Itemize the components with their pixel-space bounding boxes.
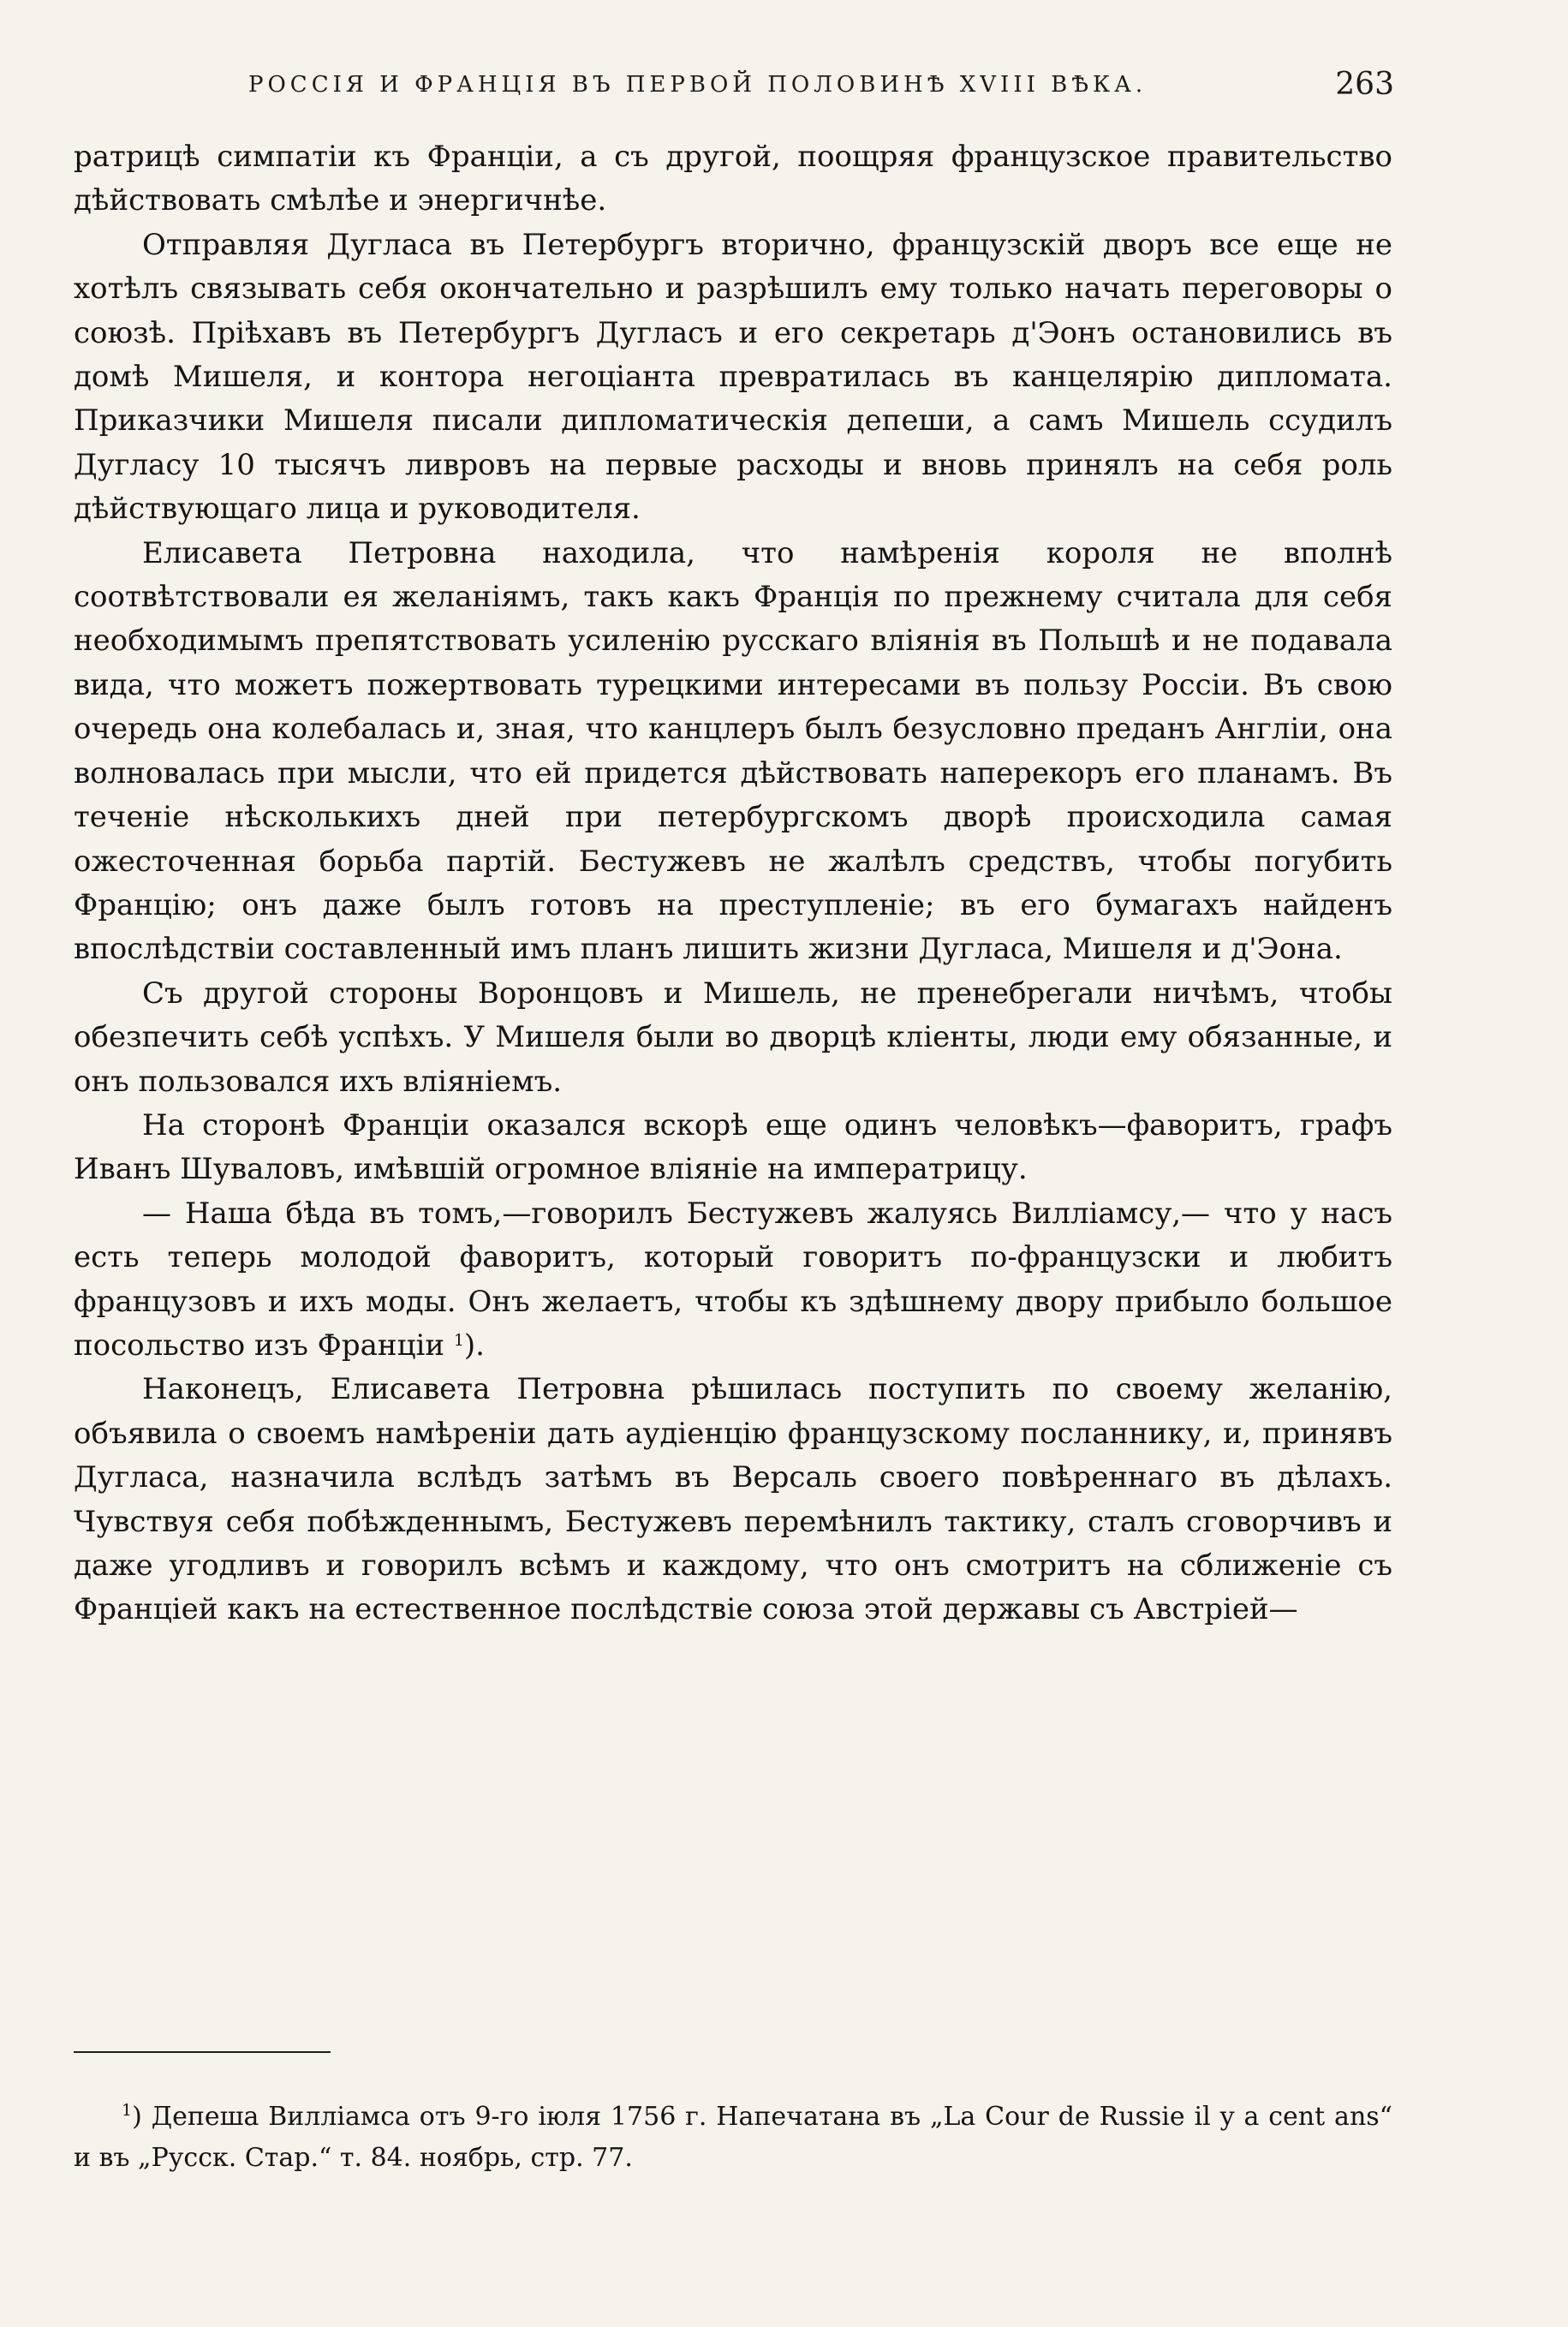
running-title: РОССІЯ И ФРАНЦІЯ ВЪ ПЕРВОЙ ПОЛОВИНѢ XVIII ВѢКА. xyxy=(248,72,1148,98)
paragraph-douglas-second-mission: Отправляя Дугласа въ Петербургъ вторично, французскій дворъ все еще не хотѣлъ связывать себя окончательно и разрѣшилъ ему только начать переговоры о союзѣ. Пріѣхавъ въ Петербургъ Дугласъ и его секретарь д'Эонъ остановились въ домѣ Мишеля, и контора негоціанта превратилась въ канцелярію дипломата. Приказчики Мишеля писали дипломатическія депеши, а самъ Мишель ссудилъ Дугласу 10 тысячъ ливровъ на первые расходы и вновь принялъ на себя роль дѣйствующаго лица и руководителя. xyxy=(74,227,1392,527)
paragraph-elizabeth-hesitation: Елисавета Петровна находила, что намѣренія короля не вполнѣ соотвѣтствовали ея желаніямъ, такъ какъ Франція по прежнему считала для себя необходимымъ препятствовать усиленію русскаго вліянія въ Польшѣ и не подавала вида, что можетъ пожертвовать турецкими интересами въ пользу Россіи. Въ свою очередь она колебалась и, зная, что канцлеръ былъ безусловно преданъ Англіи, она волновалась при мысли, что ей придется дѣйствовать наперекоръ его планамъ. Въ теченіе нѣсколькихъ дней при петербургскомъ дворѣ происходила самая ожесточенная борьба партій. Бестужевъ не жалѣлъ средствъ, чтобы погубить Францію; онъ даже былъ готовъ на преступленіе; въ его бумагахъ найденъ впослѣдствіи составленный имъ планъ лишить жизни Дугласа, Мишеля и д'Эона. xyxy=(74,535,1392,967)
paragraph-bestuzhev-quote xyxy=(74,1192,1392,1369)
paragraph-audience: Наконецъ, Елисавета Петровна рѣшилась поступить по своему желанію, объявила о своемъ намѣреніи дать аудіенцію французскому посланнику, и, принявъ Дугласа, назначила вслѣдъ затѣмъ въ Версаль своего повѣреннаго въ дѣлахъ. Чувствуя себя побѣжденнымъ, Бестужевъ перемѣнилъ тактику, сталъ сговорчивъ и даже угодливъ и говорилъ всѣмъ и каждому, что онъ смотритъ на сближеніе съ Франціей какъ на естественное послѣдствіе союза этой державы съ Австріей— xyxy=(74,1372,1392,1627)
running-header xyxy=(0,60,1568,111)
body-text xyxy=(74,135,1392,1632)
footnote-reference: 1 xyxy=(453,1330,464,1350)
paragraph-continued: ратрицѣ симпатіи къ Франціи, а съ другой, поощряя французское правительство дѣйствовать смѣлѣе и энергичнѣе. xyxy=(74,140,1392,218)
quote-closing: ). xyxy=(463,1328,485,1363)
footnote-marker: 1 xyxy=(122,2101,133,2120)
footnote: $^1$) Депеша Вилліамса отъ 9-го іюля 1756 г. Напечатана въ „La Cour de Russie il y a cent ans“ и въ „Русск. Стар.“ т. 84. ноябрь, стр. 77. xyxy=(74,2101,1392,2173)
footnote-divider xyxy=(74,2051,331,2053)
quote-text: — Наша бѣда въ томъ,—говорилъ Бестужевъ жалуясь Вилліамсу,— что у насъ есть теперь молодой фаворитъ, который говоритъ по-французски и любитъ французовъ и ихъ моды. Онъ желаетъ, чтобы къ здѣшнему двору прибыло большое посольство изъ Франціи xyxy=(74,1196,1392,1363)
footnote-text: Депеша Вилліамса отъ 9-го іюля 1756 г. Напечатана въ „La Cour de Russie il y a cent ans“ и въ „Русск. Стар.“ т. 84. ноябрь, стр. 77. xyxy=(74,2102,1392,2173)
page-number: 263 xyxy=(1335,67,1394,102)
paragraph-shuvalov: На сторонѣ Франціи оказался вскорѣ еще одинъ человѣкъ—фаворитъ, графъ Иванъ Шуваловъ, имѣвшій огромное вліяніе на императрицу. xyxy=(74,1107,1392,1187)
paragraph-vorontsov-michel: Съ другой стороны Воронцовъ и Мишель, не пренебрегали ничѣмъ, чтобы обезпечить себѣ успѣхъ. У Мишеля были во дворцѣ кліенты, люди ему обязанные, и онъ пользовался ихъ вліяніемъ. xyxy=(74,976,1392,1099)
